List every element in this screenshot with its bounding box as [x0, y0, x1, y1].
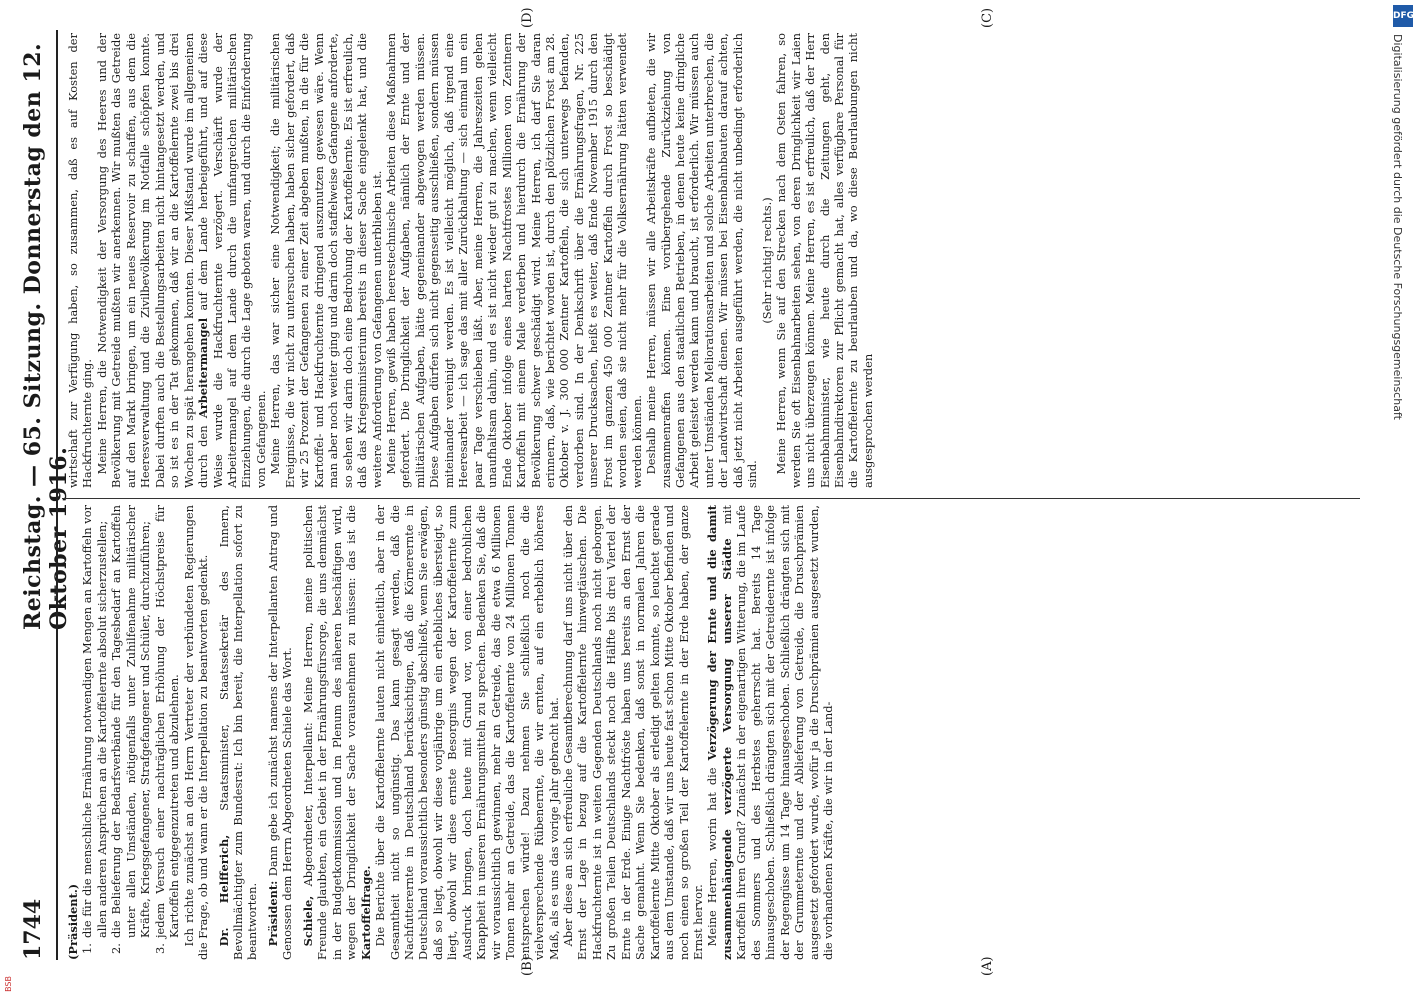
- dfg-logo: DFG: [1393, 5, 1413, 27]
- emphasis: Verzögerung der Ernte und die damit zusammenhängende verzögerte Versorgung unserer Städte: [705, 504, 734, 960]
- header-rule: [56, 30, 58, 960]
- emphasis: Kartoffelfrage.: [358, 865, 373, 960]
- margin-marker-a: (A): [980, 956, 995, 976]
- speaker-name: Schiele,: [300, 895, 315, 947]
- library-stamp: BSB: [4, 976, 13, 992]
- page-number: 1744: [20, 898, 46, 960]
- page-title: Reichstag. — 65. Sitzung. Donnerstag den 12. Oktober 1916.: [20, 42, 72, 630]
- paragraph: Meine Herren, die Notwendigkeit der Versorgung des Heeres und der Bevölkerung mit Getreide mußten wir anerkennen. Wir mußten das Getreide auf den Markt bringen, um ein neues Reservoir zu schaffen, aus dem die Heeresverwaltung und die Zivilbevölkerung im Notfalle schöpfen konnte. Dabei durften auch die Bestellungsarbeiten nicht hintangesetzt werden, und so ist es in der Tat gekommen, daß wir an die Kartoffelernte zwei bis drei Wochen zu spät herangehen konnten. Dieser Mißstand wurde im allgemeinen durch den Arbeitermangel auf dem Lande herbeigeführt, und auf diese Weise wurde die Hackfruchternte verzögert. Verschärft wurde der Arbeitermangel auf dem Lande durch die umfangreichen militärischen Einziehungen, die durch die Lage geboten waren, und durch die Einforderung von Gefangenen.: [94, 32, 268, 488]
- margin-marker-c: (C): [980, 7, 995, 28]
- right-column: [66, 33, 1360, 488]
- emphasis: Arbeitermangel: [196, 317, 211, 419]
- page-header: [14, 30, 72, 960]
- paragraph: Die Berichte über die Kartoffelernte lauten nicht einheitlich, aber in der Gesamtheit nicht so ungünstig. Das kann gesagt werden, daß die Nachfutterernte in Deutschland berücksichtigen, daß die Körnerernte in Deutschland voraussichtlich besonders günstig abschließt, wenn Sie erwägen, daß so liegt, obwohl wir diese vorjährige um ein erhebliches übersteigt, so liegt, obwohl wir diese ernste Besorgnis wegen der Kartoffelernte zum Ausdruck bringen, doch heute mit Grund vor, von einer bedrohlichen Knappheit in unseren Ernährungsmitteln zu sprechen. Bedenken Sie, daß die wir voraussichtlich gewinnen, mehr an Getreide, das die etwa 6 Millionen Tonnen mehr an Getreide, das die Kartoffelernte von 24 Millionen Tonnen entsprechen würde! Dazu nehmen Sie schließlich noch die die vielversprechende Rübenernte, die wir ernten, auf ein erheblich höheres Maß, als es uns das vorige Jahr gebracht hat.: [373, 505, 561, 960]
- paragraph: Meine Herren, worin hat die Verzögerung der Ernte und die damit zusammenhängende verzögerte Versorgung unserer Städte mit Kartoffeln ihren Grund? Zunächst in der eigenartigen Witterung, die im Laufe des Sommers und des Herbstes geherrscht hat. Bereits 14 Tage hinausgeschoben. Schließlich drängten sich mit der Getreideernte ist infolge der Regengüsse um 14 Tage hinausgeschoben. Schließlich drängten sich mit der Grummeternte und der Ablieferung von Getreide, die Druschprämien ausgesetzt gefordert wurde, wofür ja die Druschprämien ausgesetzt wurden, die vorhandenen Kräfte, die wir in der Land-: [705, 504, 836, 960]
- digitization-credit-strip: [1387, 0, 1417, 1000]
- interjection: (Sehr richtig! rechts.): [759, 197, 774, 324]
- list-item: 2. die Belieferung der Bedarfsverbände für den Tagesbedarf an Kartoffeln unter allen Umständen, nötigenfalls unter Zuhilfenahme militärischer Kräfte, Kriegsgefangener, Strafgefangener und Schüler, durchzuführen;: [109, 505, 153, 954]
- column-divider: [62, 498, 1360, 499]
- speaker-name: Präsident:: [265, 880, 280, 947]
- paragraph: Meine Herren, das war sicher eine Notwendigkeit; die militärischen Ereignisse, die wir nicht zu untersuchen haben, haben sicher gefordert, daß wir 25 Prozent der Gefangenen zu einer Zeit abgeben mußten, in die für die Kartoffel- und Hackfruchternte dringend auszunutzen gewesen wäre. Wenn man aber noch weiter ging und darin doch staffelweise Gefangene anforderte, so sehen wir darin doch eine Bedrohung der Kartoffelernte. Es ist erfreulich, daß das Kriegsministerium bereits in dieser Sache eingelenkt hat, und die weitere Anforderung von Gefangenen unterblieben ist.: [268, 33, 384, 488]
- paragraph: Aber diese an sich erfreuliche Gesamtberechnung darf uns nicht über den Ernst der Lage in bezug auf die Kartoffelernte hinwegtäuschen. Die Hackfruchternte ist in weiten Gegenden Deutschlands noch nicht geborgen. Zu großen Teilen Deutschlands steckt noch die Hälfte bis drei Viertel der Ernte in der Erde. Einige Nachtfröste haben uns bereits an den Ernst der Sache gemahnt. Wenn Sie bedenken, daß sonst in normalen Jahren die Kartoffelernte Mitte Oktober als erledigt gelten konnte, so leuchtet gerade aus dem Umstande, daß wir uns heute fast schon Mitte Oktober befinden und noch einen so großen Teil der Kartoffelernte in der Erde haben, der ganze Ernst hervor.: [560, 505, 706, 960]
- list-item: 1. die für die menschliche Ernährung notwendigen Mengen an Kartoffeln vor allen anderen Ansprüchen an die Kartoffelernte absolut sicherzustellen;: [80, 505, 109, 954]
- paragraph: Meine Herren, gewiß haben heerestechnische Arbeiten diese Maßnahmen gefordert. Die Dringlichkeit der Aufgaben, nämlich der Ernte und der militärischen Aufgaben, hätte gegeneinander abgewogen werden müssen. Diese Aufgaben dürfen sich nicht gegenseitig ausschließen, sondern müssen miteinander vereinigt werden. Es ist vielleicht möglich, daß irgend eine Heeresarbeit — ich sage das mit aller Zurückhaltung — sich einmal um ein paar Tage verschieben läßt. Aber, meine Herren, die Jahreszeiten gehen unaufhaltsam dahin, und es ist nicht wieder gut zu machen, wenn vielleicht Ende Oktober infolge eines harten Nachtfrostes Millionen von Zentnern Kartoffeln mit einem Male verderben und hierdurch die Ernährung der Bevölkerung schwer geschädigt wird. Meine Herren, ich darf Sie daran erinnern, daß, wie berichtet worden ist, durch den plötzlichen Frost am 28. Oktober v. J. 300 000 Zentner Kartoffeln, die sich unterwegs befanden, verdorben sind. In der Denkschrift über die Ernährungsfragen, Nr. 225 unserer Drucksachen, heißt es weiter, daß Ende November 1915 durch den Frost im ganzen 450 000 Zentner Kartoffeln durch Frost so beschädigt worden seien, daß sie nicht mehr für die Volksernährung hätten verwendet werden können.: [383, 33, 644, 488]
- speaker-name: Dr. Helfferich,: [216, 834, 231, 947]
- paragraph: Schiele, Abgeordneter, Interpellant: Meine Herren, meine politischen Freunde glaubten, ein Gebiet in der Ernährungsfürsorge, die uns demnächst in der Budgetkommission und im Plenum des näheren beschäftigen wird, wegen der Dringlichkeit der Sache vorausnehmen zu müssen: das ist die Kartoffelfrage.: [300, 504, 373, 960]
- running-head: (Präsident.): [66, 883, 80, 960]
- margin-marker-d: (D): [520, 7, 535, 28]
- paragraph: Ich richte zunächst an den Herrn Vertreter der verbündeten Regierungen die Frage, ob und wann er die Interpellation zu beantworten gedenkt.: [181, 505, 211, 960]
- left-column: [66, 505, 1360, 960]
- paragraph: Meine Herren, wenn Sie auf den Strecken nach dem Osten fahren, so werden Sie oft Eisenbahnarbeiten sehen, von deren Dringlichkeit wir Laien uns nicht überzeugen können. Meine Herren, es ist erfreulich, daß der Herr Eisenbahnminister, wie heute durch die Zeitungen geht, den Eisenbahndirektoren zur Pflicht gemacht hat, alles verfügbare Personal für die Kartoffelernte zu beurlauben und da, wo diese Beurlaubungen nicht ausgesprochen werden: [774, 33, 875, 488]
- credit-text: Digitalisierung gefördert durch die Deutsche Forschungsgemeinschaft: [1391, 34, 1404, 420]
- paragraph: Präsident: Dann gebe ich zunächst namens der Interpellanten Antrag und Genossen dem Herrn Abgeordneten Schiele das Wort.: [265, 504, 295, 960]
- paragraph: Deshalb meine Herren, müssen wir alle Arbeitskräfte aufbieten, die wir zusammenraffen können. Eine vorübergehende Zurückziehung von Gefangenen aus den staatlichen Betrieben, in denen heute keine dringliche Arbeit geleistet werden kann und braucht, ist erforderlich. Wir müssen auch unter Umständen Meliorationsarbeiten und solche Arbeiten unterbrechen, die der Landwirtschaft dienen. Wir müssen bei Eisenbahnbauten darauf achten, daß jetzt nicht Arbeiten ausgeführt werden, die nicht unbedingt erforderlich sind.: [644, 33, 760, 488]
- margin-marker-b: (B): [520, 956, 535, 976]
- demand-list: [80, 505, 181, 960]
- paragraph: wirtschaft zur Verfügung haben, so zusammen, daß es auf Kosten der Hackfruchternte ging.: [66, 33, 95, 488]
- paragraph: Dr. Helfferich, Staatsminister, Staatssekretär des Innern, Bevollmächtigter zum Bundesrat: Ich bin bereit, die Interpellation sofort zu beantworten.: [216, 505, 260, 960]
- list-item: 3. jedem Versuch einer nachträglichen Erhöhung der Höchstpreise für Kartoffeln entgegenzutreten und abzulehnen.: [152, 505, 182, 954]
